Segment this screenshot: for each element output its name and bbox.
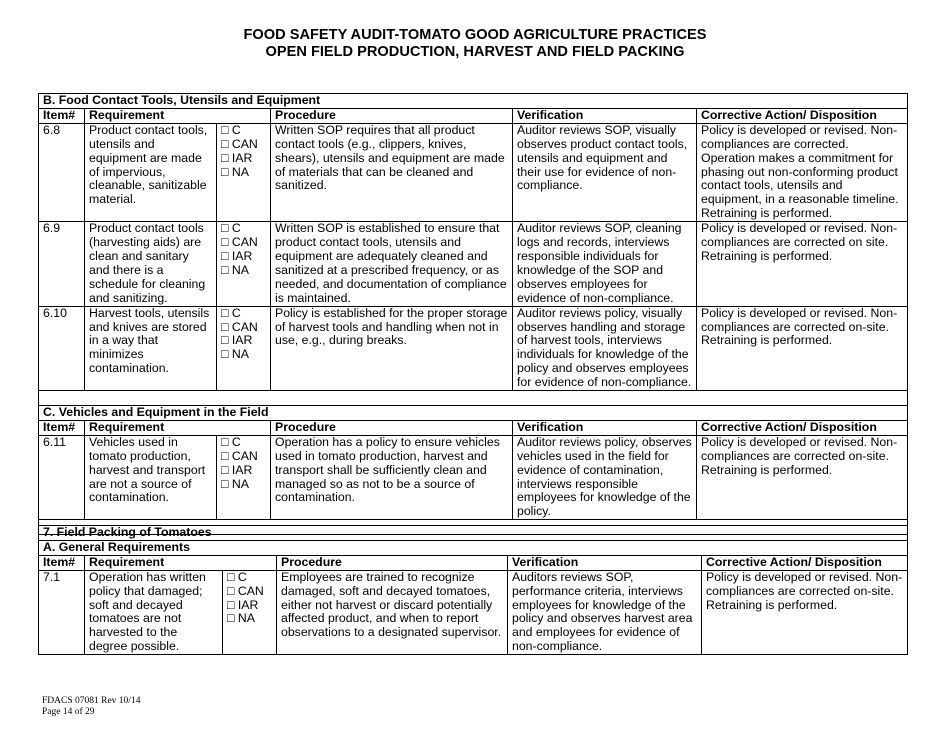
option-can-checkbox[interactable]: □ CAN (221, 319, 258, 334)
section-header-row (39, 406, 908, 421)
procedure-cell: Operation has a policy to ensure vehicles used in tomato production, harvest and transport shall be sufficiently clean and managed so as not to be a source of contamination. (271, 435, 513, 519)
col-header-verification: Verification (508, 555, 702, 570)
corrective-cell: Policy is developed or revised. Non-compliances are corrected. Operation makes a commitment for phasing out non-conforming product contact tools, utensils and equipment, in a reasonable timeline. Retraining is performed. (697, 123, 908, 221)
status-options (217, 123, 271, 221)
requirement-cell: Operation has written policy that damaged; soft and decayed tomatoes are not harvested to the degree possible. (85, 570, 223, 654)
col-header-item: Item# (39, 420, 85, 435)
col-header-corrective: Corrective Action/ Disposition (702, 555, 908, 570)
col-header-item: Item# (39, 108, 85, 123)
option-c-checkbox[interactable]: □ C (221, 122, 241, 137)
item-number: 6.11 (39, 435, 85, 519)
option-c-checkbox[interactable]: □ C (221, 305, 241, 320)
page-title-line1: FOOD SAFETY AUDIT-TOMATO GOOD AGRICULTURE PRACTICES (243, 27, 707, 43)
table-row (39, 123, 908, 221)
option-can-checkbox[interactable]: □ CAN (221, 136, 258, 151)
section-title-7: 7. Field Packing of Tomatoes (39, 526, 908, 541)
status-options (217, 306, 271, 390)
col-header-requirement: Requirement (85, 108, 271, 123)
table-row (39, 222, 908, 306)
option-iar-checkbox[interactable]: □ IAR (221, 150, 253, 165)
page-title-line2: OPEN FIELD PRODUCTION, HARVEST AND FIELD PACKING (265, 44, 685, 60)
status-options (217, 222, 271, 306)
verification-cell: Auditors reviews SOP, performance criteria, interviews employees for knowledge of the policy and observes harvest area and employees for evidence of non-compliance. (508, 570, 702, 654)
procedure-cell: Employees are trained to recognize damaged, soft and decayed tomatoes, either not harvest or discard potentially affected product, and when to report observations to a designated supervisor. (277, 570, 508, 654)
col-header-procedure: Procedure (277, 555, 508, 570)
requirement-cell: Vehicles used in tomato production, harvest and transport are not a source of contamination. (85, 435, 217, 519)
status-options (217, 435, 271, 519)
status-options (223, 570, 277, 654)
section-title-b: B. Food Contact Tools, Utensils and Equipment (39, 94, 908, 109)
option-iar-checkbox[interactable]: □ IAR (221, 333, 253, 348)
option-na-checkbox[interactable]: □ NA (221, 164, 249, 179)
col-header-item: Item# (39, 555, 85, 570)
requirement-cell: Harvest tools, utensils and knives are stored in a way that minimizes contamination. (85, 306, 217, 390)
verification-cell: Auditor reviews SOP, visually observes product contact tools, utensils and equipment and their use for evidence of non-compliance. (513, 123, 697, 221)
col-header-verification: Verification (513, 108, 697, 123)
verification-cell: Auditor reviews SOP, cleaning logs and records, interviews responsible individuals for knowledge of the SOP and observes employees for evidence of non-compliance. (513, 222, 697, 306)
section-header-row (39, 526, 908, 541)
corrective-cell: Policy is developed or revised. Non-compliances are corrected on-site. Retraining is performed. (697, 306, 908, 390)
verification-cell: Auditor reviews policy, visually observes handling and storage of harvest tools, interviews individuals for knowledge of the policy and observes employees for evidence of non-compliance. (513, 306, 697, 390)
option-na-checkbox[interactable]: □ NA (221, 262, 249, 277)
col-header-procedure: Procedure (271, 420, 513, 435)
col-header-requirement: Requirement (85, 420, 271, 435)
col-header-corrective: Corrective Action/ Disposition (697, 420, 908, 435)
procedure-cell: Written SOP requires that all product contact tools (e.g., clippers, knives, shears), utensils and equipment are made of materials that can be cleaned and sanitized. (271, 123, 513, 221)
requirement-cell: Product contact tools, utensils and equipment are made of impervious, cleanable, sanitizable material. (85, 123, 217, 221)
option-c-checkbox[interactable]: □ C (221, 221, 241, 236)
corrective-cell: Policy is developed or revised. Non-compliances are corrected on site. Retraining is performed. (697, 222, 908, 306)
option-c-checkbox[interactable]: □ C (221, 434, 241, 449)
col-header-procedure: Procedure (271, 108, 513, 123)
verification-cell: Auditor reviews policy, observes vehicles used in the field for evidence of contamination, interviews responsible employees for knowledge of the policy. (513, 435, 697, 519)
option-iar-checkbox[interactable]: □ IAR (221, 462, 253, 477)
option-can-checkbox[interactable]: □ CAN (227, 583, 264, 598)
item-number: 7.1 (39, 570, 85, 654)
section-header-row (39, 94, 908, 109)
option-c-checkbox[interactable]: □ C (227, 569, 247, 584)
form-number: FDACS 07081 Rev 10/14 (42, 696, 141, 706)
option-can-checkbox[interactable]: □ CAN (221, 235, 258, 250)
table-row (39, 435, 908, 519)
option-iar-checkbox[interactable]: □ IAR (227, 597, 259, 612)
column-header-row (39, 555, 908, 570)
col-header-verification: Verification (513, 420, 697, 435)
audit-table-sections-b-c (38, 93, 908, 535)
corrective-cell: Policy is developed or revised. Non-compliances are corrected on-site. Retraining is performed. (702, 570, 908, 654)
column-header-row (39, 420, 908, 435)
procedure-cell: Written SOP is established to ensure that product contact tools, utensils and equipment are adequately cleaned and sanitized at a prescribed frequency, or as needed, and documentation of compliance is maintained. (271, 222, 513, 306)
corrective-cell: Policy is developed or revised. Non-compliances are corrected on-site. Retraining is performed. (697, 435, 908, 519)
requirement-cell: Product contact tools (harvesting aids) are clean and sanitary and there is a schedule for cleaning and sanitizing. (85, 222, 217, 306)
col-header-corrective: Corrective Action/ Disposition (697, 108, 908, 123)
procedure-cell: Policy is established for the proper storage of harvest tools and handling when not in use, e.g., during breaks. (271, 306, 513, 390)
table-row (39, 306, 908, 390)
section-title-c: C. Vehicles and Equipment in the Field (39, 406, 908, 421)
item-number: 6.9 (39, 222, 85, 306)
option-na-checkbox[interactable]: □ NA (221, 347, 249, 362)
spacer-row (39, 391, 908, 406)
column-header-row (39, 108, 908, 123)
col-header-requirement: Requirement (85, 555, 277, 570)
item-number: 6.8 (39, 123, 85, 221)
table-row (39, 570, 908, 654)
option-na-checkbox[interactable]: □ NA (227, 611, 255, 626)
page-number: Page 14 of 29 (42, 707, 95, 717)
option-iar-checkbox[interactable]: □ IAR (221, 248, 253, 263)
subsection-header-row (39, 540, 908, 555)
item-number: 6.10 (39, 306, 85, 390)
option-na-checkbox[interactable]: □ NA (221, 476, 249, 491)
audit-table-section-7 (38, 525, 908, 655)
subsection-title-7a: A. General Requirements (39, 540, 908, 555)
section-gap (39, 391, 908, 406)
option-can-checkbox[interactable]: □ CAN (221, 448, 258, 463)
